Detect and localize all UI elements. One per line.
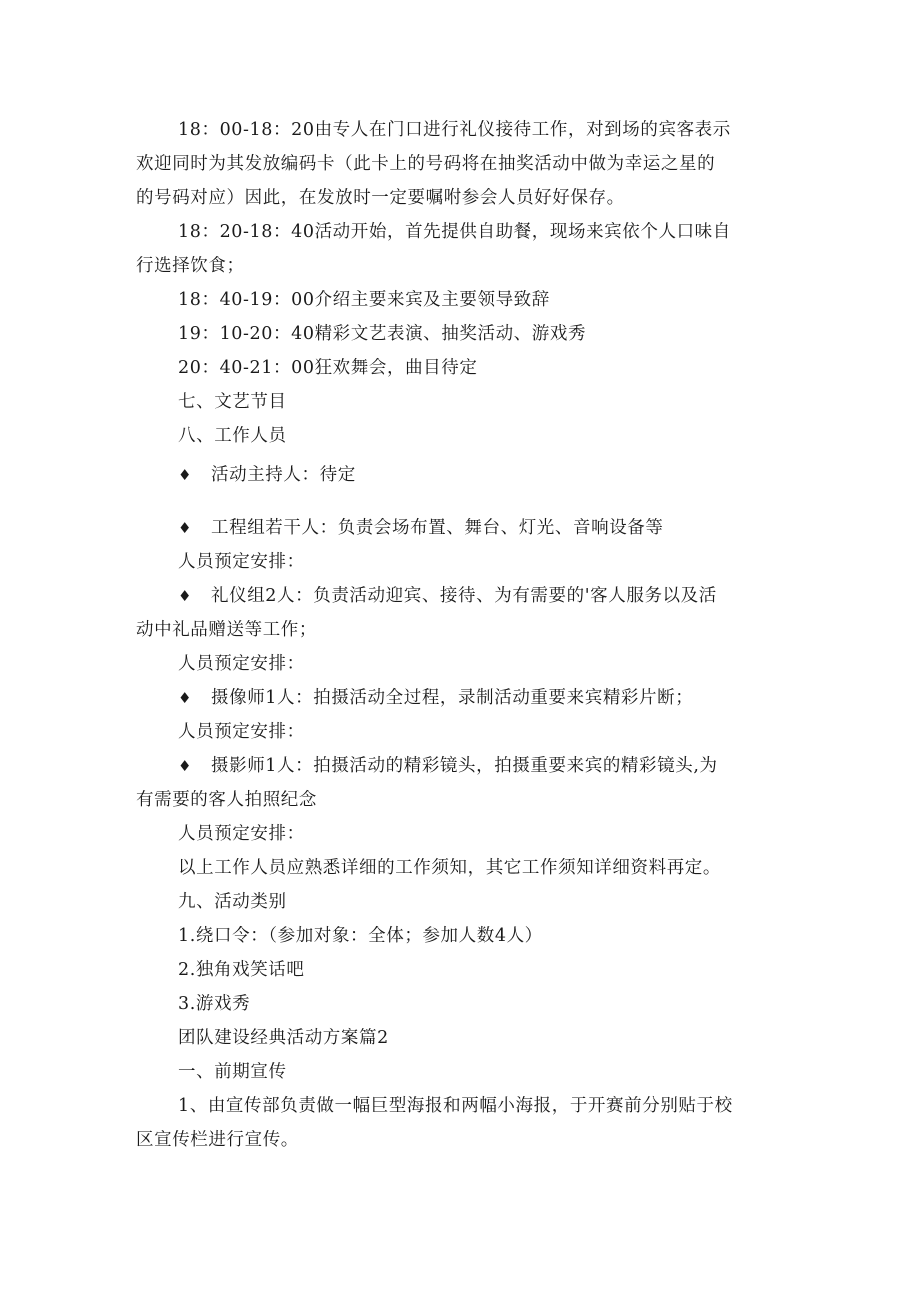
paragraph-line: 人员预定安排： — [178, 552, 305, 572]
list-item: 3.游戏秀 — [178, 994, 251, 1014]
paragraph-line: 18：00-18：20由专人在门口进行礼仪接待工作，对到场的宾客表示 — [178, 120, 731, 140]
paragraph-line: 人员预定安排： — [178, 722, 305, 742]
bullet-item: 摄像师1人：拍摄活动全过程，录制活动重要来宾精彩片断； — [211, 688, 694, 708]
paragraph-line: 人员预定安排： — [178, 654, 305, 674]
bullet-diamond-icon: ♦ — [178, 466, 192, 484]
section-heading: 八、工作人员 — [178, 426, 287, 446]
paragraph-line: 动中礼品赠送等工作； — [136, 620, 317, 640]
paragraph-line: 18：40-19：00介绍主要来宾及主要领导致辞 — [178, 290, 550, 310]
bullet-diamond-icon: ♦ — [178, 587, 192, 605]
paragraph-line: 18：20-18：40活动开始，首先提供自助餐，现场来宾依个人口味自 — [178, 222, 731, 242]
paragraph-line: 的号码对应）因此，在发放时一定要嘱咐参会人员好好保存。 — [136, 188, 625, 208]
section-heading: 九、活动类别 — [178, 892, 287, 912]
bullet-diamond-icon: ♦ — [178, 757, 192, 775]
bullet-diamond-icon: ♦ — [178, 519, 192, 537]
list-item: 1.绕口令：（参加对象：全体；参加人数4人） — [178, 926, 543, 946]
article-title: 团队建设经典活动方案篇2 — [178, 1028, 389, 1048]
bullet-item: 摄影师1人：拍摄活动的精彩镜头，拍摄重要来宾的精彩镜头,为 — [211, 756, 718, 776]
paragraph-line: 欢迎同时为其发放编码卡（此卡上的号码将在抽奖活动中做为幸运之星的 — [136, 154, 716, 174]
section-heading: 一、前期宣传 — [178, 1062, 287, 1082]
bullet-diamond-icon: ♦ — [178, 689, 192, 707]
paragraph-line: 20：40-21：00狂欢舞会，曲目待定 — [178, 358, 478, 378]
list-item: 2.独角戏笑话吧 — [178, 960, 305, 980]
paragraph-line: 区宣传栏进行宣传。 — [136, 1130, 299, 1150]
paragraph-line: 有需要的客人拍照纪念 — [136, 790, 317, 810]
bullet-item: 礼仪组2人：负责活动迎宾、接待、为有需要的'客人服务以及活 — [211, 586, 717, 606]
paragraph-line: 行选择饮食； — [136, 256, 245, 276]
paragraph-line: 以上工作人员应熟悉详细的工作须知，其它工作须知详细资料再定。 — [178, 858, 721, 878]
paragraph-line: 19：10-20：40精彩文艺表演、抽奖活动、游戏秀 — [178, 324, 587, 344]
bullet-item: 活动主持人：待定 — [211, 465, 356, 485]
paragraph-line: 人员预定安排： — [178, 824, 305, 844]
paragraph-line: 1、由宣传部负责做一幅巨型海报和两幅小海报，于开赛前分别贴于校 — [178, 1096, 733, 1116]
section-heading: 七、文艺节目 — [178, 392, 287, 412]
bullet-item: 工程组若干人：负责会场布置、舞台、灯光、音响设备等 — [211, 518, 664, 538]
